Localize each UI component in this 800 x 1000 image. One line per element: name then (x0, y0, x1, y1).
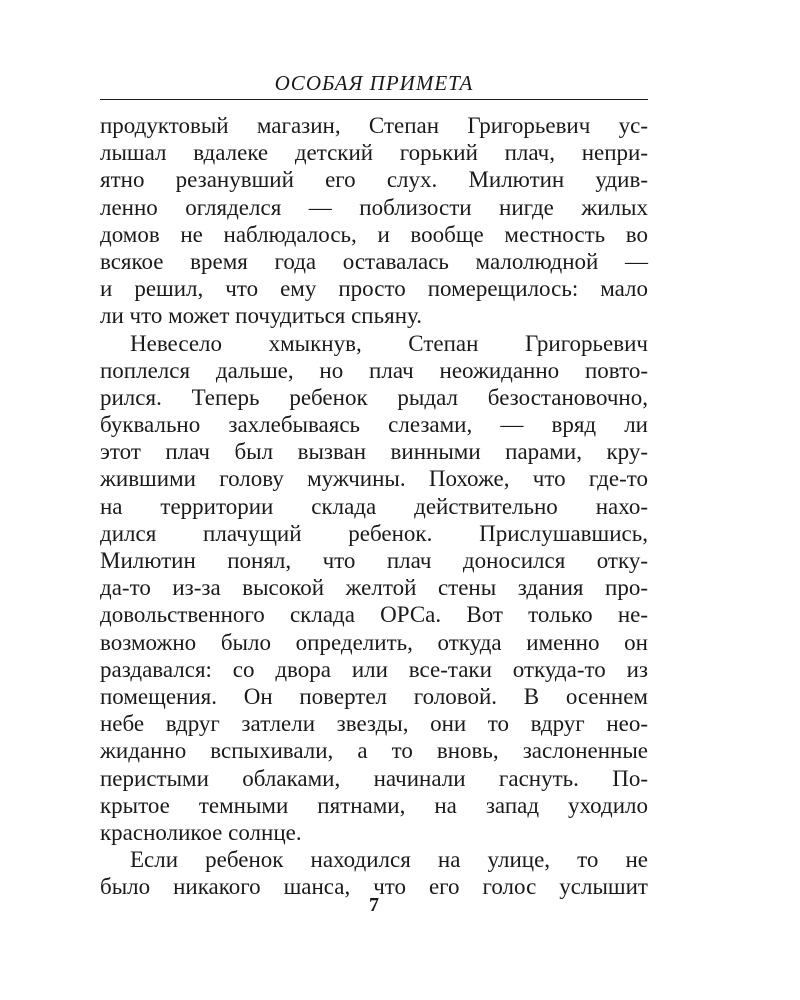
text-line: ли что может почудиться спьяну. (100, 303, 422, 329)
text-line: буквально захлебываясь слезами, — вряд ли (100, 412, 648, 438)
header-divider (100, 99, 648, 100)
text-line: продуктовый магазин, Степан Григорьевич ус- (100, 113, 648, 138)
text-line: домов не наблюдалось, и вообще местность во (100, 221, 648, 247)
text-line: Если ребенок находился на улице, то не (130, 847, 648, 873)
text-line: ятно резанувший его слух. Милютин удив- (100, 167, 648, 193)
text-line: возможно было определить, откуда именно он (100, 629, 648, 655)
text-line: поплелся дальше, но плач неожиданно повто- (100, 357, 648, 383)
text-line: рился. Теперь ребенок рыдал безостановочно, (100, 384, 648, 410)
text-line: крытое темными пятнами, на запад уходило (100, 792, 648, 818)
text-line: Невесело хмыкнув, Степан Григорьевич (130, 330, 648, 356)
text-line: этот плач был вызван винными парами, кру- (100, 439, 648, 465)
text-line: было никакого шанса, что его голос услышит (100, 874, 648, 900)
text-line: довольственного склада ОРСа. Вот только не- (100, 602, 648, 628)
body-text (100, 112, 648, 900)
text-line: красноликое солнце. (100, 819, 302, 845)
text-line: раздавался: со двора или все-таки откуда-то из (100, 656, 648, 682)
text-line: небе вдруг затлели звезды, они то вдруг нео- (100, 711, 648, 737)
text-line: ленно огляделся — поблизости нигде жилых (100, 194, 648, 220)
running-head-title: ОСОБАЯ ПРИМЕТА (274, 71, 474, 95)
text-line: на территории склада действительно нахо- (100, 493, 648, 519)
page-number: 7 (369, 894, 379, 916)
text-line: Милютин понял, что плач доносился отку- (100, 548, 648, 573)
text-line: дился плачущий ребенок. Прислушавшись, (100, 520, 648, 546)
text-line: помещения. Он повертел головой. В осеннем (100, 683, 648, 709)
text-line: жившими голову мужчины. Похоже, что где-то (100, 466, 648, 492)
text-line: и решил, что ему просто померещилось: мало (100, 276, 648, 302)
text-line: лышал вдалеке детский горький плач, непри- (100, 140, 648, 166)
text-line: жиданно вспыхивали, а то вновь, заслоненные (100, 738, 648, 764)
text-line: всякое время года оставалась малолюдной — (100, 248, 648, 274)
text-line: перистыми облаками, начинали гаснуть. По- (100, 765, 648, 791)
text-line: да-то из-за высокой желтой стены здания про- (100, 575, 648, 601)
